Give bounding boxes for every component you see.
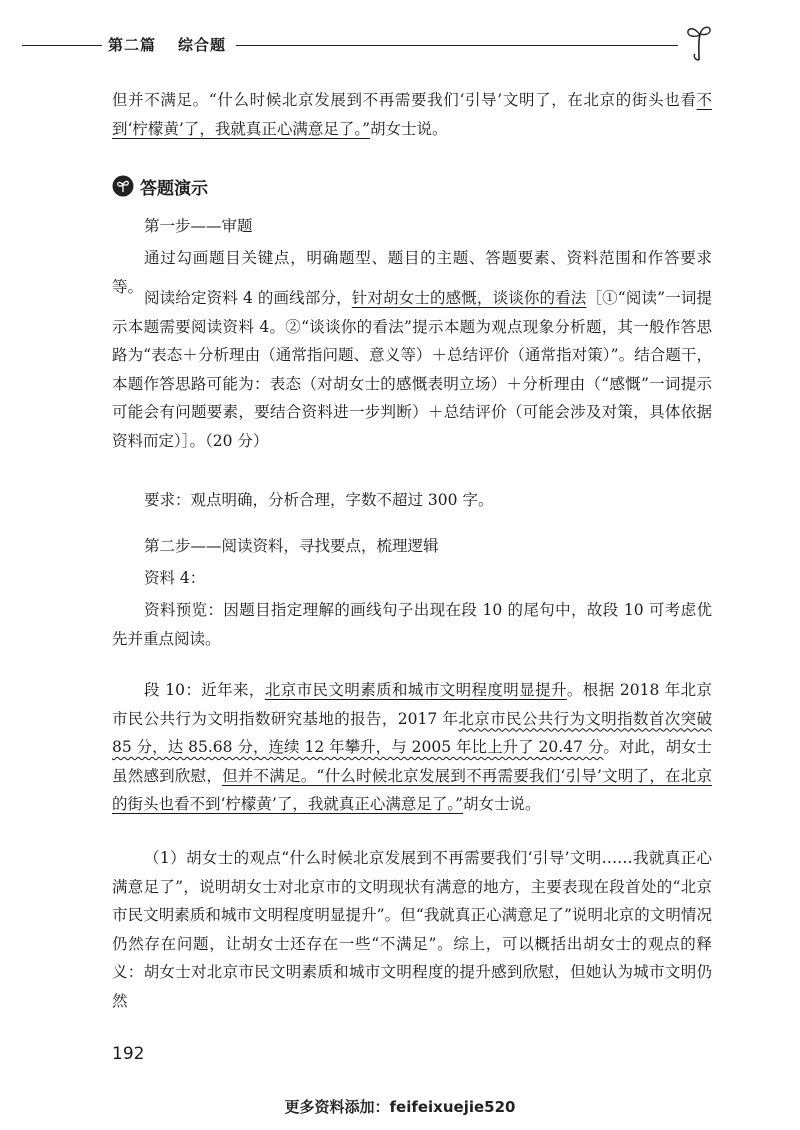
step1-heading: 第一步——审题	[144, 217, 253, 235]
step1-intro: 通过勾画题目关键点，明确题型、题目的主题、答题要素、资料范围和作答要求等。	[112, 249, 712, 296]
footer-note: 更多资料添加：feifeixuejie520	[284, 1098, 516, 1116]
header-part: 第二篇	[108, 36, 157, 54]
section-heading	[112, 172, 208, 200]
header-chapter-title: 综合题	[178, 36, 227, 54]
para10-p1: 段 10：近年来，	[144, 681, 265, 699]
material-preview: 资料预览：因题目指定理解的画线句子出现在段 10 的尾句中，故段 10 可考虑优先并重点阅读。	[112, 601, 712, 648]
section-title: 答题演示	[140, 178, 208, 199]
header-rule-right	[236, 45, 678, 46]
top-paragraph	[112, 86, 712, 143]
step2-heading: 第二步——阅读资料，寻找要点，梳理逻辑	[144, 537, 439, 555]
analysis-part-b: 针对胡女士的感慨，谈谈你的看法	[351, 289, 587, 307]
step1-analysis	[112, 284, 712, 455]
sprout-icon	[684, 22, 714, 62]
header-title	[108, 34, 226, 55]
para10-p3: 。根据 2018 年北京市民公共行为文明指数研究基地的报告，2017 年	[112, 681, 712, 728]
running-header	[0, 28, 800, 58]
para10-p6: 但并不满足。“什么时候北京发展到不再需要我们‘引导’文明了，在北京的街头也看不到‘柠檬黄’了，我就真正心满意足了。”	[112, 766, 712, 813]
page-number: 192	[112, 1044, 145, 1064]
material-label: 资料 4：	[144, 569, 206, 587]
analysis-paragraph: （1）胡女士的观点“什么时候北京发展到不再需要我们‘引导’文明……我就真正心满意足了”，说明胡女士对北京市的文明现状有满意的地方，主要表现在段首处的“北京市民文明素质和城市文明程度明显提升”。但“我就真正心满意足了”说明北京的文明情况仍然存在问题，让胡女士还存在一些“不满足”。综上，可以概括出胡女士的观点的释义：胡女士对北京市民文明素质和城市文明程度的提升感到欣慰，但她认为城市文明仍然	[112, 849, 712, 1010]
top-text-a: 但并不满足。“什么时候北京发展到不再需要我们‘引导’文明了，在北京的街头也看	[112, 91, 697, 109]
para10-p7: 胡女士说。	[463, 795, 541, 813]
header-rule-left	[22, 45, 102, 46]
top-text-b: 不到‘柠檬黄’了，我就真正心满意足了。”	[112, 91, 712, 138]
para10-p4: 北京市民公共行为文明指数首次突破 85 分，达 85.68 分，连续 12 年攀升，与 2005 年比上升了 20.47 分	[112, 709, 712, 756]
answer-demo-icon	[112, 175, 134, 197]
top-text-c: 胡女士说。	[370, 119, 448, 138]
step1-requirement: 要求：观点明确，分析合理，字数不超过 300 字。	[144, 491, 494, 509]
analysis-part-c: ［①“阅读”一词提示本题需要阅读资料 4。②“谈谈你的看法”提示本题为观点现象分析题，其一般作答思路为“表态＋分析理由（通常指问题、意义等）＋总结评价（通常指对策）”。结合题干，本题作答思路可能为：表态（对胡女士的感慨表明立场）＋分析理由（“感慨”一词提示可能会有问题要素，要结合资料进一步判断）＋总结评价（可能会涉及对策，具体依据资料而定）］。（20 分）	[112, 289, 712, 450]
analysis-part-a: 阅读给定资料 4 的画线部分，	[144, 289, 352, 307]
paragraph-10	[112, 676, 712, 819]
para10-p2: 北京市民文明素质和城市文明程度明显提升	[264, 681, 567, 699]
para10-p5: 。对此，胡女士虽然感到欣慰，	[112, 738, 712, 785]
